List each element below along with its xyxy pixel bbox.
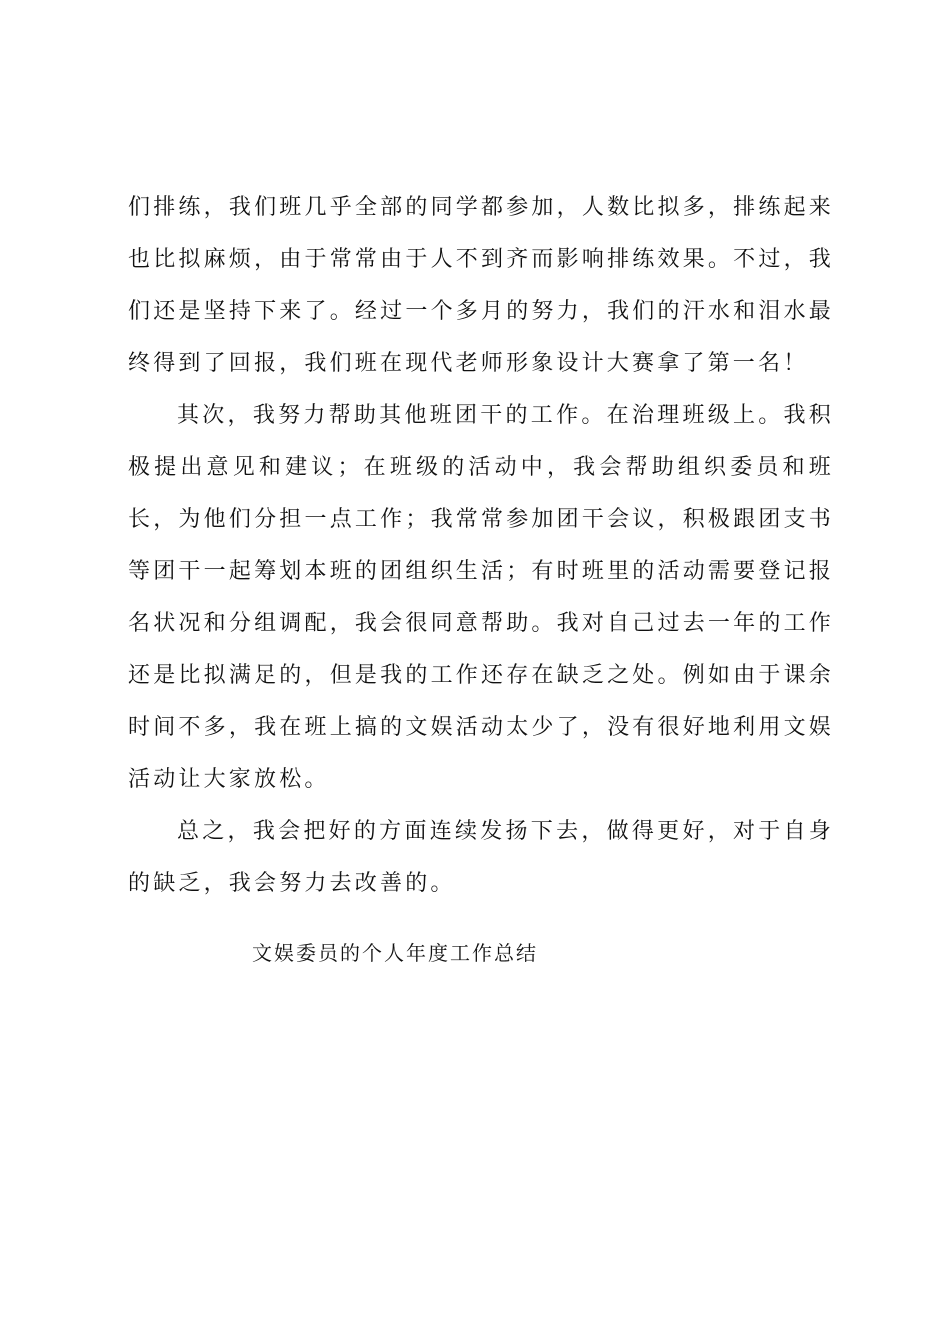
next-document-heading: 文娱委员的个人年度工作总结 — [252, 941, 538, 965]
paragraph-conclusion: 总之，我会把好的方面连续发扬下去，做得更好，对于自身的缺乏，我会努力去改善的。 — [128, 819, 834, 896]
paragraph-continuation: 们排练，我们班几乎全部的同学都参加，人数比拟多，排练起来也比拟麻烦，由于常常由于人不到齐而影响排练效果。不过，我们还是坚持下来了。经过一个多月的努力，我们的汗水和泪水最终得到了回报，我们班在现代老师形象设计大赛拿了第一名！ — [128, 195, 834, 376]
paragraph-second-point: 其次，我努力帮助其他班团干的工作。在治理班级上。我积极提出意见和建议；在班级的活动中，我会帮助组织委员和班长，为他们分担一点工作；我常常参加团干会议，积极跟团支书等团干一起筹划本班的团组织生活；有时班里的活动需要登记报名状况和分组调配，我会很同意帮助。我对自己过去一年的工作还是比拟满足的，但是我的工作还存在缺乏之处。例如由于课余时间不多，我在班上搞的文娱活动太少了，没有很好地利用文娱活动让大家放松。 — [128, 403, 834, 792]
document-body — [128, 182, 834, 910]
